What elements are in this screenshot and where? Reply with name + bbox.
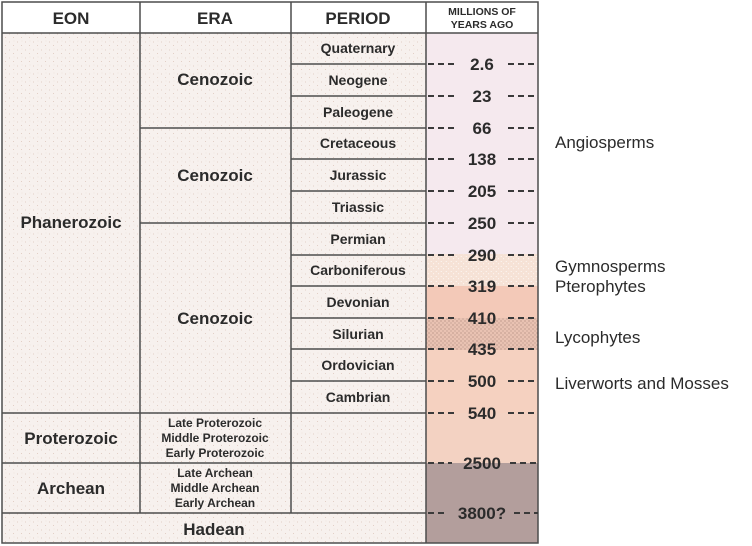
age-2-6: 2.6 bbox=[470, 55, 494, 74]
label-liverworts-and-mosses: Liverworts and Mosses bbox=[555, 374, 729, 393]
label-angiosperms: Angiosperms bbox=[555, 133, 655, 152]
era-late-archean: Late Archean bbox=[177, 466, 253, 480]
age-435: 435 bbox=[467, 340, 497, 359]
age-205: 205 bbox=[467, 182, 497, 201]
period-silurian: Silurian bbox=[332, 326, 384, 342]
age-138: 138 bbox=[467, 150, 497, 169]
header-eon: EON bbox=[52, 9, 90, 28]
age-2500: 2500 bbox=[463, 454, 501, 473]
header-mya-line1: MILLIONS OF bbox=[448, 6, 516, 18]
eon-proterozoic: Proterozoic bbox=[24, 429, 118, 448]
age-319: 319 bbox=[467, 277, 497, 296]
band-archean-hadean bbox=[426, 463, 538, 543]
era-middle-archean: Middle Archean bbox=[170, 481, 260, 495]
age-23: 23 bbox=[472, 87, 492, 106]
period-cretaceous: Cretaceous bbox=[319, 135, 397, 151]
period-devonian: Devonian bbox=[326, 294, 390, 310]
header-mya-line2: YEARS AGO bbox=[450, 19, 514, 31]
plant-group-labels bbox=[555, 133, 729, 393]
era-early-proterozoic: Early Proterozoic bbox=[165, 446, 265, 460]
label-gymnosperms: Gymnosperms bbox=[555, 257, 666, 276]
period-carboniferous: Carboniferous bbox=[310, 262, 406, 278]
era-middle-proterozoic: Middle Proterozoic bbox=[161, 431, 269, 445]
age-410: 410 bbox=[467, 309, 497, 328]
header-era: ERA bbox=[197, 9, 233, 28]
era-early-archean: Early Archean bbox=[174, 496, 256, 510]
age-66: 66 bbox=[472, 119, 492, 138]
age-3800: 3800? bbox=[457, 504, 507, 523]
era-late-proterozoic: Late Proterozoic bbox=[167, 416, 263, 430]
age-290: 290 bbox=[467, 246, 497, 265]
period-paleogene: Paleogene bbox=[322, 104, 394, 120]
period-quaternary: Quaternary bbox=[320, 40, 396, 56]
period-neogene: Neogene bbox=[328, 72, 388, 88]
age-250: 250 bbox=[467, 214, 497, 233]
era-3: Cenozoic bbox=[177, 309, 253, 328]
period-ordovician: Ordovician bbox=[321, 357, 395, 373]
label-pterophytes: Pterophytes bbox=[555, 277, 646, 296]
era-1: Cenozoic bbox=[177, 70, 253, 89]
period-cambrian: Cambrian bbox=[325, 389, 391, 405]
age-540: 540 bbox=[467, 404, 497, 423]
eon-archean: Archean bbox=[36, 479, 106, 498]
period-jurassic: Jurassic bbox=[329, 167, 387, 183]
period-triassic: Triassic bbox=[331, 199, 385, 215]
age-500: 500 bbox=[467, 372, 497, 391]
era-2: Cenozoic bbox=[177, 166, 253, 185]
period-permian: Permian bbox=[330, 231, 386, 247]
header-period: PERIOD bbox=[325, 9, 391, 28]
label-lycophytes: Lycophytes bbox=[555, 328, 641, 347]
eon-phanerozoic: Phanerozoic bbox=[20, 213, 122, 232]
eon-hadean: Hadean bbox=[183, 520, 245, 539]
